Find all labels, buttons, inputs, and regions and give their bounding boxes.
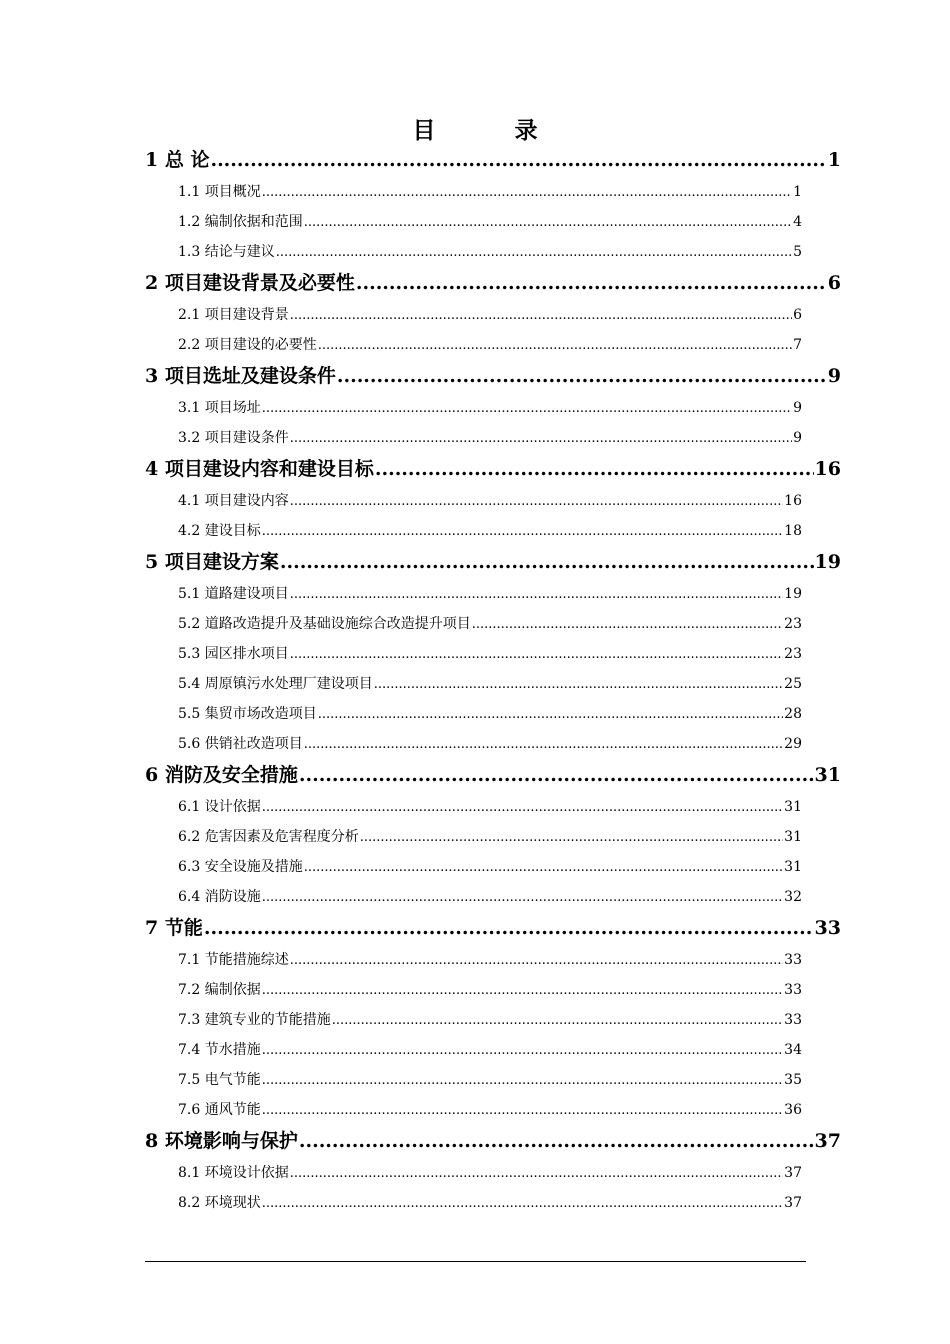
toc-page-number: 6 (793, 307, 802, 323)
toc-dot-leader (262, 516, 783, 547)
toc-section-entry[interactable] (145, 177, 802, 207)
toc-dot-leader (472, 609, 783, 640)
toc-page-number: 25 (784, 676, 802, 692)
toc-dot-leader (356, 267, 827, 300)
toc-page-number: 6 (827, 272, 841, 294)
toc-entry-label: 4.1 项目建设内容 (178, 493, 289, 509)
toc-page-number: 35 (784, 1072, 802, 1088)
toc-dot-leader (290, 945, 783, 976)
toc-page-number: 5 (793, 244, 802, 260)
toc-entry-label: 5.3 园区排水项目 (178, 646, 289, 662)
toc-page-number: 33 (784, 952, 802, 968)
footer-rule (145, 1261, 806, 1262)
toc-entry-label: 4.2 建设目标 (178, 523, 261, 539)
toc-section-entry[interactable] (145, 516, 802, 546)
toc-page-number: 37 (784, 1165, 802, 1181)
toc-section-entry[interactable] (145, 1005, 802, 1035)
toc-chapter-entry[interactable] (145, 912, 841, 945)
table-of-contents (145, 144, 841, 1218)
toc-dot-leader (375, 453, 814, 486)
toc-dot-leader (262, 393, 792, 424)
toc-section-entry[interactable] (145, 792, 802, 822)
toc-page-number: 9 (793, 400, 802, 416)
toc-section-entry[interactable] (145, 1158, 802, 1188)
toc-section-entry[interactable] (145, 975, 802, 1005)
toc-page-number: 33 (784, 982, 802, 998)
toc-section-entry[interactable] (145, 423, 802, 453)
toc-page-number: 1 (827, 149, 841, 171)
toc-entry-label: 5 项目建设方案 (145, 551, 279, 573)
toc-section-entry[interactable] (145, 393, 802, 423)
toc-entry-label: 4 项目建设内容和建设目标 (145, 458, 374, 480)
toc-entry-label: 5.1 道路建设项目 (178, 586, 289, 602)
toc-section-entry[interactable] (145, 1035, 802, 1065)
toc-section-entry[interactable] (145, 579, 802, 609)
toc-dot-leader (262, 1095, 783, 1126)
toc-dot-leader (262, 177, 792, 208)
toc-dot-leader (210, 144, 826, 177)
toc-page-number: 36 (784, 1102, 802, 1118)
toc-dot-leader (276, 237, 792, 268)
toc-entry-label: 3.1 项目场址 (178, 400, 261, 416)
toc-entry-label: 6.4 消防设施 (178, 889, 261, 905)
toc-dot-leader (290, 486, 783, 517)
toc-page-number: 29 (784, 736, 802, 752)
toc-dot-leader (262, 882, 783, 913)
toc-entry-label: 2.2 项目建设的必要性 (178, 337, 317, 353)
toc-dot-leader (262, 1188, 783, 1219)
toc-entry-label: 1 总 论 (145, 149, 210, 171)
toc-dot-leader (262, 792, 783, 823)
toc-section-entry[interactable] (145, 1188, 802, 1218)
toc-chapter-entry[interactable] (145, 759, 841, 792)
toc-section-entry[interactable] (145, 1095, 802, 1125)
toc-section-entry[interactable] (145, 207, 802, 237)
toc-page-number: 31 (814, 764, 841, 786)
toc-dot-leader (262, 1065, 783, 1096)
toc-entry-label: 5.2 道路改造提升及基础设施综合改造提升项目 (178, 616, 471, 632)
toc-dot-leader (332, 1005, 783, 1036)
toc-section-entry[interactable] (145, 639, 802, 669)
toc-page-number: 1 (793, 184, 802, 200)
toc-chapter-entry[interactable] (145, 360, 841, 393)
toc-page-number: 16 (784, 493, 802, 509)
toc-section-entry[interactable] (145, 609, 802, 639)
toc-page-number: 31 (784, 829, 802, 845)
toc-dot-leader (280, 546, 814, 579)
toc-page-number: 4 (793, 214, 802, 230)
toc-entry-label: 7.2 编制依据 (178, 982, 261, 998)
toc-page-number: 33 (784, 1012, 802, 1028)
toc-entry-label: 7.1 节能措施综述 (178, 952, 289, 968)
toc-title: 目 录 (412, 117, 566, 144)
toc-dot-leader (299, 759, 814, 792)
toc-entry-label: 7.3 建筑专业的节能措施 (178, 1012, 331, 1028)
toc-entry-label: 2 项目建设背景及必要性 (145, 272, 355, 294)
toc-entry-label: 6.1 设计依据 (178, 799, 261, 815)
toc-page-number: 7 (793, 337, 802, 353)
toc-page-number: 23 (784, 646, 802, 662)
toc-page-number: 19 (784, 586, 802, 602)
toc-dot-leader (262, 975, 783, 1006)
toc-entry-label: 5.4 周原镇污水处理厂建设项目 (178, 676, 373, 692)
toc-dot-leader (290, 300, 792, 331)
toc-page-number: 19 (814, 551, 841, 573)
toc-chapter-entry[interactable] (145, 453, 841, 486)
toc-dot-leader (304, 852, 783, 883)
toc-section-entry[interactable] (145, 852, 802, 882)
toc-dot-leader (304, 207, 792, 238)
toc-entry-label: 6 消防及安全措施 (145, 764, 298, 786)
toc-dot-leader (299, 1125, 814, 1158)
toc-entry-label: 7.4 节水措施 (178, 1042, 261, 1058)
toc-section-entry[interactable] (145, 945, 802, 975)
toc-dot-leader (318, 330, 792, 361)
toc-dot-leader (360, 822, 783, 853)
toc-dot-leader (337, 360, 827, 393)
toc-dot-leader (374, 669, 783, 700)
toc-page-number: 16 (814, 458, 841, 480)
toc-section-entry[interactable] (145, 1065, 802, 1095)
toc-entry-label: 1.3 结论与建议 (178, 244, 275, 260)
toc-entry-label: 6.2 危害因素及危害程度分析 (178, 829, 359, 845)
toc-section-entry[interactable] (145, 729, 802, 759)
toc-entry-label: 5.6 供销社改造项目 (178, 736, 303, 752)
toc-entry-label: 7.6 通风节能 (178, 1102, 261, 1118)
toc-section-entry[interactable] (145, 486, 802, 516)
toc-page-number: 9 (793, 430, 802, 446)
toc-page-number: 32 (784, 889, 802, 905)
toc-entry-label: 3.2 项目建设条件 (178, 430, 289, 446)
toc-section-entry[interactable] (145, 882, 802, 912)
toc-dot-leader (290, 579, 783, 610)
toc-section-entry[interactable] (145, 669, 802, 699)
toc-entry-label: 8.1 环境设计依据 (178, 1165, 289, 1181)
toc-page-number: 34 (784, 1042, 802, 1058)
toc-entry-label: 1.2 编制依据和范围 (178, 214, 303, 230)
toc-dot-leader (204, 912, 814, 945)
toc-page-number: 31 (784, 859, 802, 875)
toc-page-number: 23 (784, 616, 802, 632)
toc-entry-label: 8.2 环境现状 (178, 1195, 261, 1211)
toc-entry-label: 7.5 电气节能 (178, 1072, 261, 1088)
toc-dot-leader (290, 639, 783, 670)
toc-entry-label: 5.5 集贸市场改造项目 (178, 706, 317, 722)
toc-dot-leader (304, 729, 783, 760)
toc-dot-leader (290, 1158, 783, 1189)
toc-entry-label: 6.3 安全设施及措施 (178, 859, 303, 875)
toc-section-entry[interactable] (145, 699, 802, 729)
toc-chapter-entry[interactable] (145, 267, 841, 300)
toc-entry-label: 1.1 项目概况 (178, 184, 261, 200)
toc-chapter-entry[interactable] (145, 546, 841, 579)
toc-section-entry[interactable] (145, 237, 802, 267)
toc-page-number: 33 (814, 917, 841, 939)
toc-page-number: 18 (784, 523, 802, 539)
toc-chapter-entry[interactable] (145, 144, 841, 177)
toc-section-entry[interactable] (145, 330, 802, 360)
toc-entry-label: 7 节能 (145, 917, 203, 939)
toc-entry-label: 2.1 项目建设背景 (178, 307, 289, 323)
toc-entry-label: 3 项目选址及建设条件 (145, 365, 336, 387)
toc-page-number: 31 (784, 799, 802, 815)
toc-section-entry[interactable] (145, 300, 802, 330)
toc-page-number: 37 (814, 1130, 841, 1152)
toc-page-number: 37 (784, 1195, 802, 1211)
toc-dot-leader (290, 423, 792, 454)
toc-page-number: 9 (827, 365, 841, 387)
toc-dot-leader (262, 1035, 783, 1066)
toc-entry-label: 8 环境影响与保护 (145, 1130, 298, 1152)
toc-page-number: 28 (784, 706, 802, 722)
toc-section-entry[interactable] (145, 822, 802, 852)
toc-chapter-entry[interactable] (145, 1125, 841, 1158)
toc-dot-leader (318, 699, 783, 730)
